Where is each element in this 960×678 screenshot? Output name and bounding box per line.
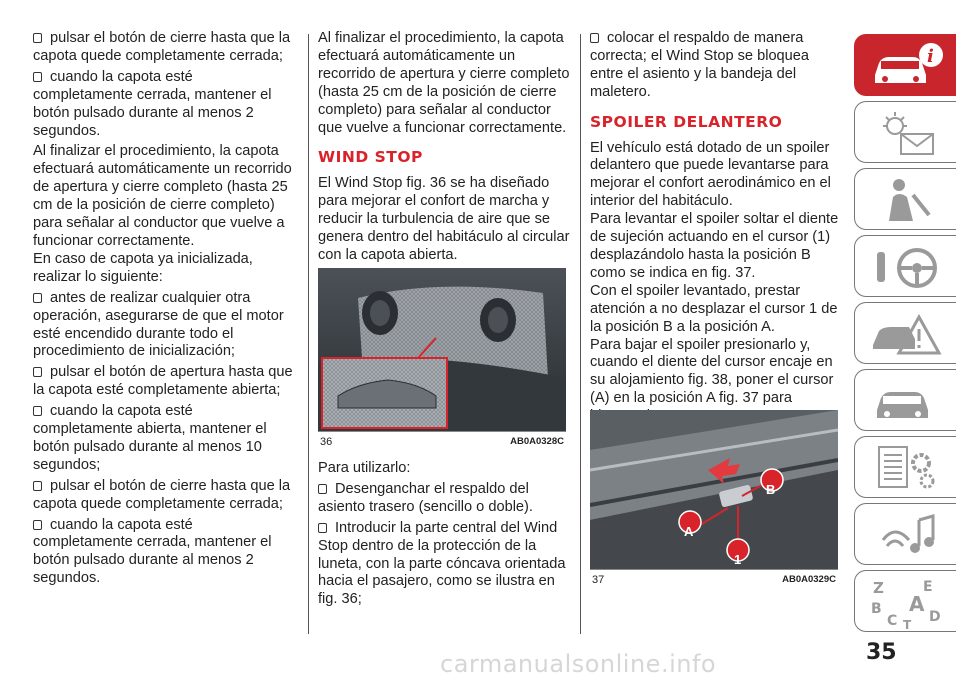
svg-text:C: C [887, 613, 898, 629]
list-item: Introducir la parte central del Wind Stop dentro de la protección de la luneta, con la parte cóncava orientada hacia el pasajero, como se ilustra en fig. 36; [318, 519, 566, 608]
column-2-lower [318, 460, 574, 612]
checkbox-bullet-icon [33, 72, 42, 82]
column-2 [318, 30, 574, 268]
safety-icon[interactable] [854, 168, 956, 230]
list-item: cuando la capota esté completamente cerrada, mantener el botón pulsado durante al menos 2 segundos. [33, 68, 272, 139]
list-item: Desenganchar el respaldo del asiento trasero (sencillo o doble). [318, 480, 533, 515]
checkbox-bullet-icon [318, 523, 327, 533]
checkbox-bullet-icon [33, 367, 42, 377]
checkbox-bullet-icon [33, 33, 42, 43]
checkbox-bullet-icon [33, 293, 42, 303]
paragraph: Al finalizar el procedimiento, la capota efectuará automáticamente un recorrido de apertura y cierre completo (hasta 25 cm de la posición de cierre completo) para señalar al conductor que vuelve a funcionar correctamente. [33, 143, 292, 249]
wind-stop-illustration [318, 268, 566, 432]
svg-text:E: E [923, 579, 933, 595]
column-3 [590, 30, 846, 429]
paragraph: Para bajar el spoiler presionarlo y, cuando el diente del cursor encaje en su alojamiento fig. 38, poner el cursor (A) en la posición A fig. 37 para [590, 336, 834, 407]
emergency-icon[interactable] [854, 302, 956, 364]
figure-caption [590, 569, 838, 590]
column-divider [308, 34, 309, 634]
figure-36 [318, 268, 566, 452]
column-divider [580, 34, 581, 634]
page-number: 35 [866, 640, 897, 665]
index-icon[interactable] [854, 570, 956, 632]
steering-icon[interactable] [854, 235, 956, 297]
spoiler-illustration [590, 410, 838, 570]
car-info-icon[interactable] [854, 34, 956, 96]
list-item: colocar el respaldo de manera correcta; el Wind Stop se bloquea entre el asiento y la bandeja del maletero. [590, 30, 810, 100]
paragraph: Con el spoiler levantado, prestar atención a no desplazar el cursor 1 de la posición B a la posición A. [590, 282, 838, 335]
checkbox-bullet-icon [33, 406, 42, 416]
figure-code: AB0A0329C [782, 574, 836, 585]
multimedia-icon[interactable] [854, 503, 956, 565]
figure-code: AB0A0328C [510, 436, 564, 447]
column-1 [33, 30, 295, 591]
svg-text:i: i [927, 46, 934, 67]
list-item: cuando la capota esté completamente cerrada, mantener el botón pulsado durante al menos 2 segundos. [33, 516, 272, 587]
svg-text:B: B [871, 601, 882, 617]
svg-text:T: T [903, 618, 912, 629]
paragraph: Para levantar el spoiler soltar el diente de sujeción actuando en el cursor (1) desplazándolo hasta la posición B como se indica en fig. 37. [590, 211, 839, 281]
svg-text:Z: Z [873, 579, 884, 597]
warning-lights-icon[interactable] [854, 101, 956, 163]
checkbox-bullet-icon [318, 484, 327, 494]
car-service-icon[interactable] [854, 369, 956, 431]
index-letters [869, 577, 945, 629]
paragraph: Al finalizar el procedimiento, la capota efectuará automáticamente un recorrido de apertura y cierre completo (hasta 25 cm de la posición de cierre completo) para señalar al conductor que vuelve a funcionar correctamente. [318, 30, 570, 136]
paragraph: El vehículo está dotado de un spoiler delantero que puede levantarse para mejorar el confort aerodinámico en el interior del habitáculo. [590, 139, 831, 210]
paragraph: El Wind Stop fig. 36 se ha diseñado para mejorar el confort de marcha y reducir la turbulencia de aire que se genera dentro del habitáculo al circular con la capota abierta. [318, 175, 570, 263]
figure-number: 37 [592, 574, 605, 586]
specs-icon[interactable] [854, 436, 956, 498]
label-1: 1 [734, 552, 742, 567]
paragraph: En caso de capota ya inicializada, realizar lo siguiente: [33, 250, 253, 285]
svg-text:A: A [909, 592, 925, 616]
figure-37 [590, 410, 838, 590]
list-item: pulsar el botón de cierre hasta que la capota quede completamente cerrada; [33, 477, 291, 512]
figure-caption [318, 431, 566, 452]
figure-number: 36 [320, 436, 333, 448]
list-item: antes de realizar cualquier otra operación, asegurarse de que el motor esté encendido durante todo el procedimiento de inicialización; [33, 289, 284, 360]
list-item: cuando la capota esté completamente abierta, mantener el botón pulsado durante al menos 10 segundos; [33, 403, 267, 473]
checkbox-bullet-icon [33, 520, 42, 530]
section-heading: WIND STOP [318, 148, 423, 167]
section-heading: SPOILER DELANTERO [590, 112, 783, 131]
checkbox-bullet-icon [33, 481, 42, 491]
list-item: pulsar el botón de apertura hasta que la capota esté completamente abierta; [33, 364, 293, 399]
svg-text:D: D [929, 609, 941, 625]
label-a: A [684, 524, 694, 539]
watermark: carmanualsonline.info [440, 650, 717, 678]
list-item: pulsar el botón de cierre hasta que la capota quede completamente cerrada; [33, 30, 291, 64]
checkbox-bullet-icon [590, 33, 599, 43]
label-b: B [766, 482, 776, 497]
paragraph: Para utilizarlo: [318, 460, 411, 476]
